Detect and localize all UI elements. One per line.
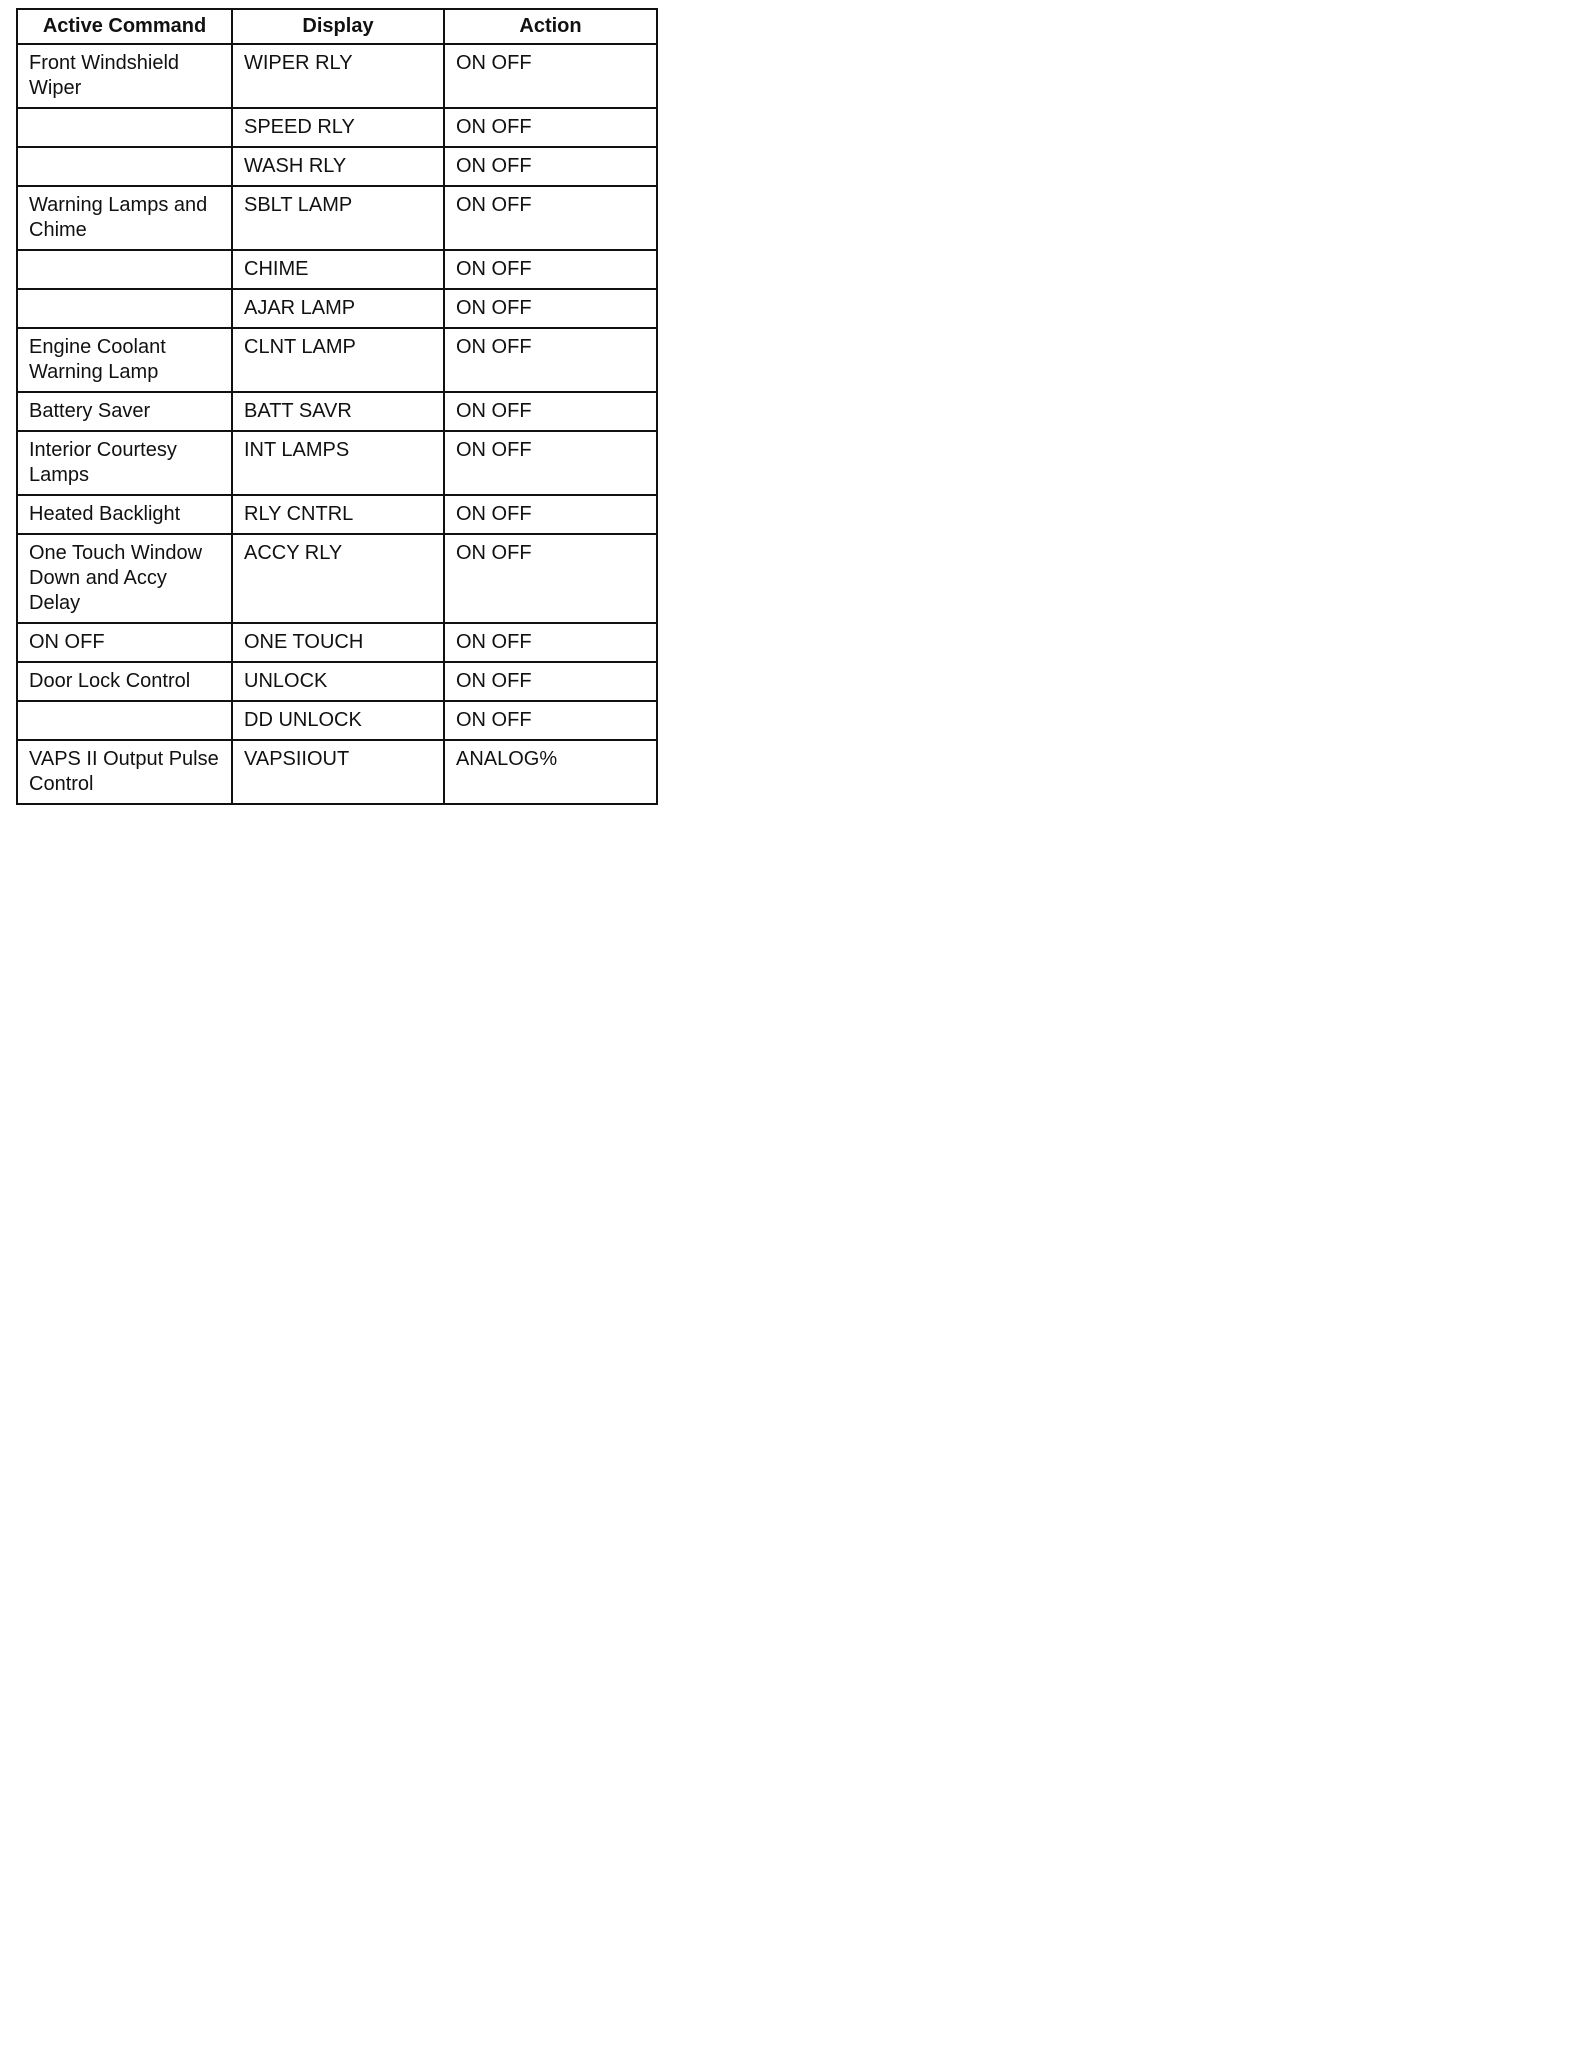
command-cell: Door Lock Control [17,662,232,701]
table-row [17,623,657,662]
action-cell: ON OFF [444,289,657,328]
table-body [17,44,657,804]
command-cell: Front Windshield Wiper [17,44,232,108]
table-row [17,431,657,495]
display-cell: UNLOCK [232,662,444,701]
display-cell: RLY CNTRL [232,495,444,534]
header-row [17,9,657,44]
command-cell: Heated Backlight [17,495,232,534]
action-cell: ON OFF [444,186,657,250]
table-row [17,701,657,740]
table-row [17,250,657,289]
table-row [17,44,657,108]
header-action: Action [444,9,657,44]
display-cell: CLNT LAMP [232,328,444,392]
action-cell: ANALOG% [444,740,657,804]
command-cell: Warning Lamps and Chime [17,186,232,250]
action-cell: ON OFF [444,431,657,495]
display-cell: ACCY RLY [232,534,444,623]
display-cell: SPEED RLY [232,108,444,147]
action-cell: ON OFF [444,328,657,392]
command-cell: Battery Saver [17,392,232,431]
command-cell: Engine Coolant Warning Lamp [17,328,232,392]
table-row [17,289,657,328]
command-cell [17,108,232,147]
table-row [17,534,657,623]
command-cell [17,289,232,328]
table-row [17,147,657,186]
action-cell: ON OFF [444,108,657,147]
command-cell [17,147,232,186]
action-cell: ON OFF [444,495,657,534]
table-header [17,9,657,44]
header-display: Display [232,9,444,44]
table-row [17,328,657,392]
table-row [17,495,657,534]
display-cell: VAPSIIOUT [232,740,444,804]
action-cell: ON OFF [444,701,657,740]
action-cell: ON OFF [444,392,657,431]
table-row [17,740,657,804]
display-cell: BATT SAVR [232,392,444,431]
table-row [17,662,657,701]
action-cell: ON OFF [444,534,657,623]
action-cell: ON OFF [444,250,657,289]
command-cell: ON OFF [17,623,232,662]
action-cell: ON OFF [444,662,657,701]
action-cell: ON OFF [444,623,657,662]
action-cell: ON OFF [444,147,657,186]
command-cell: One Touch Window Down and Accy Delay [17,534,232,623]
display-cell: INT LAMPS [232,431,444,495]
display-cell: CHIME [232,250,444,289]
command-cell [17,250,232,289]
action-cell: ON OFF [444,44,657,108]
header-active-command: Active Command [17,9,232,44]
display-cell: WASH RLY [232,147,444,186]
command-cell [17,701,232,740]
display-cell: SBLT LAMP [232,186,444,250]
display-cell: DD UNLOCK [232,701,444,740]
table-row [17,186,657,250]
display-cell: WIPER RLY [232,44,444,108]
command-cell: VAPS II Output Pulse Control [17,740,232,804]
table-row [17,392,657,431]
table-row [17,108,657,147]
active-command-table [16,8,658,805]
display-cell: AJAR LAMP [232,289,444,328]
command-cell: Interior Courtesy Lamps [17,431,232,495]
display-cell: ONE TOUCH [232,623,444,662]
